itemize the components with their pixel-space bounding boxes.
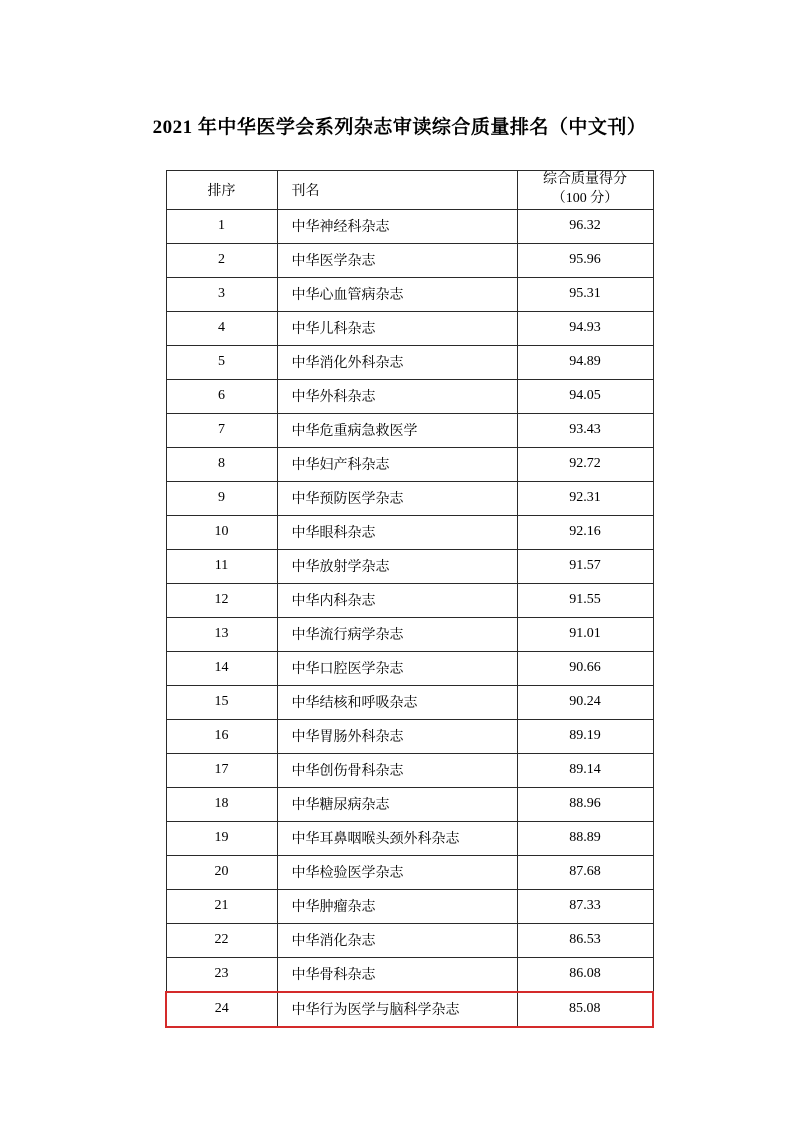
table-row [166,379,653,413]
cell-rank: 3 [166,277,277,311]
cell-score: 89.14 [517,753,653,787]
cell-score: 95.31 [517,277,653,311]
cell-score: 94.05 [517,379,653,413]
cell-score: 88.89 [517,821,653,855]
cell-score: 87.68 [517,855,653,889]
table-row [166,413,653,447]
table-row [166,243,653,277]
cell-rank: 9 [166,481,277,515]
cell-rank: 15 [166,685,277,719]
cell-journal-name: 中华糖尿病杂志 [277,787,517,821]
cell-rank: 11 [166,549,277,583]
column-header-score-line1: 综合质量得分 [543,172,627,187]
cell-rank: 2 [166,243,277,277]
cell-score: 86.53 [517,923,653,957]
cell-score: 91.57 [517,549,653,583]
cell-journal-name: 中华眼科杂志 [277,515,517,549]
cell-score: 87.33 [517,889,653,923]
table-body [166,209,653,1027]
page-title: 2021 年中华医学会系列杂志审读综合质量排名（中文刊） [152,117,647,138]
table-row [166,957,653,992]
cell-journal-name: 中华内科杂志 [277,583,517,617]
table-row [166,651,653,685]
cell-rank: 4 [166,311,277,345]
cell-rank: 14 [166,651,277,685]
table-row [166,617,653,651]
column-header-rank: 排序 [166,171,277,210]
table-row [166,447,653,481]
table-row [166,481,653,515]
cell-score: 85.08 [517,992,653,1027]
table-row [166,821,653,855]
cell-rank: 1 [166,209,277,243]
cell-journal-name: 中华结核和呼吸杂志 [277,685,517,719]
cell-score: 94.93 [517,311,653,345]
cell-journal-name: 中华骨科杂志 [277,957,517,992]
cell-journal-name: 中华危重病急救医学 [277,413,517,447]
cell-journal-name: 中华口腔医学杂志 [277,651,517,685]
cell-score: 90.24 [517,685,653,719]
column-header-journal: 刊名 [277,171,517,210]
cell-score: 92.16 [517,515,653,549]
cell-score: 90.66 [517,651,653,685]
table-row [166,685,653,719]
cell-rank: 19 [166,821,277,855]
table-row [166,992,653,1027]
table-row [166,719,653,753]
cell-score: 96.32 [517,209,653,243]
cell-score: 92.31 [517,481,653,515]
cell-score: 86.08 [517,957,653,992]
table-row [166,209,653,243]
cell-journal-name: 中华外科杂志 [277,379,517,413]
table-row [166,345,653,379]
cell-score: 92.72 [517,447,653,481]
cell-journal-name: 中华放射学杂志 [277,549,517,583]
cell-rank: 16 [166,719,277,753]
cell-journal-name: 中华消化杂志 [277,923,517,957]
cell-rank: 24 [166,992,277,1027]
cell-rank: 20 [166,855,277,889]
cell-rank: 10 [166,515,277,549]
cell-rank: 13 [166,617,277,651]
cell-journal-name: 中华流行病学杂志 [277,617,517,651]
cell-rank: 17 [166,753,277,787]
cell-journal-name: 中华消化外科杂志 [277,345,517,379]
cell-journal-name: 中华儿科杂志 [277,311,517,345]
cell-rank: 5 [166,345,277,379]
cell-score: 93.43 [517,413,653,447]
cell-score: 91.55 [517,583,653,617]
cell-journal-name: 中华医学杂志 [277,243,517,277]
table-row [166,855,653,889]
cell-rank: 8 [166,447,277,481]
table-row [166,889,653,923]
table-row [166,549,653,583]
table-row [166,583,653,617]
table-row [166,923,653,957]
cell-journal-name: 中华预防医学杂志 [277,481,517,515]
cell-journal-name: 中华胃肠外科杂志 [277,719,517,753]
cell-journal-name: 中华神经科杂志 [277,209,517,243]
cell-rank: 21 [166,889,277,923]
column-header-score-line2: （100 分） [551,190,619,206]
table-header-row [166,171,653,210]
cell-journal-name: 中华肿瘤杂志 [277,889,517,923]
table-row [166,753,653,787]
cell-journal-name: 中华妇产科杂志 [277,447,517,481]
table-row [166,515,653,549]
cell-score: 88.96 [517,787,653,821]
cell-score: 91.01 [517,617,653,651]
cell-journal-name: 中华创伤骨科杂志 [277,753,517,787]
cell-score: 95.96 [517,243,653,277]
cell-rank: 18 [166,787,277,821]
cell-rank: 22 [166,923,277,957]
table-header [166,171,653,210]
cell-score: 89.19 [517,719,653,753]
table-row [166,787,653,821]
cell-rank: 7 [166,413,277,447]
cell-journal-name: 中华行为医学与脑科学杂志 [277,992,517,1027]
ranking-table [165,170,654,1028]
table-row [166,311,653,345]
cell-journal-name: 中华耳鼻咽喉头颈外科杂志 [277,821,517,855]
cell-journal-name: 中华心血管病杂志 [277,277,517,311]
cell-journal-name: 中华检验医学杂志 [277,855,517,889]
cell-rank: 23 [166,957,277,992]
column-header-score [517,171,653,210]
ranking-table-container [165,170,635,1028]
cell-rank: 12 [166,583,277,617]
cell-rank: 6 [166,379,277,413]
cell-score: 94.89 [517,345,653,379]
table-row [166,277,653,311]
